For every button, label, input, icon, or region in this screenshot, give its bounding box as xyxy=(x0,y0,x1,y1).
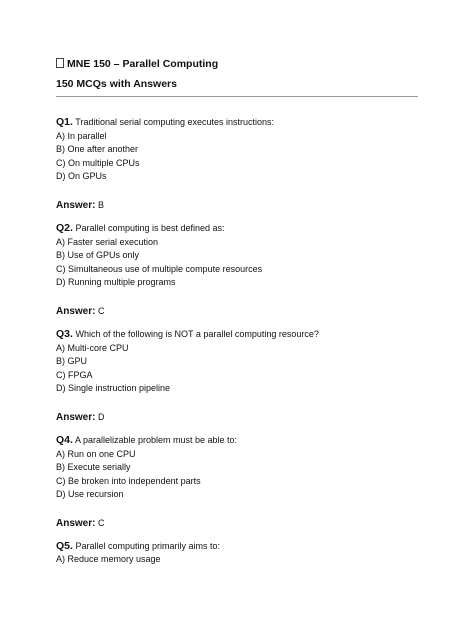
answer-option: D) On GPUs xyxy=(56,171,107,182)
question-block xyxy=(56,434,436,531)
answer-line xyxy=(56,410,436,425)
answer-option: A) Reduce memory usage xyxy=(56,554,161,565)
question-line xyxy=(56,540,436,554)
answer-option: B) Use of GPUs only xyxy=(56,250,140,261)
question-block xyxy=(56,540,436,567)
question-number: Q4. xyxy=(56,433,73,446)
question-block xyxy=(56,328,436,425)
question-number: Q3. xyxy=(56,327,73,340)
missing-glyph-icon xyxy=(56,58,64,68)
answer-option: B) One after another xyxy=(56,144,139,155)
answer-label: Answer: xyxy=(56,517,96,529)
answer-option: C) On multiple CPUs xyxy=(56,157,140,168)
question-number: Q5. xyxy=(56,539,73,552)
answer-value: C xyxy=(97,517,105,528)
question-number: Q1. xyxy=(56,116,73,128)
question-text: Parallel computing is best defined as: xyxy=(75,222,225,233)
question-number: Q2. xyxy=(56,221,73,234)
question-line xyxy=(56,222,436,236)
document-title-text: MNE 150 – Parallel Computing xyxy=(67,58,219,70)
answer-line xyxy=(56,198,436,213)
answer-option: C) FPGA xyxy=(56,369,93,380)
question-block xyxy=(56,222,436,319)
answer-option: D) Single instruction pipeline xyxy=(56,383,171,394)
answer-option: B) Execute serially xyxy=(56,462,131,473)
answer-option: B) GPU xyxy=(56,356,88,367)
answer-line xyxy=(56,304,436,319)
question-text: A parallelizable problem must be able to: xyxy=(74,434,238,445)
answer-option: A) Faster serial execution xyxy=(56,236,159,247)
question-text: Parallel computing primarily aims to: xyxy=(75,540,221,551)
document-title xyxy=(56,57,218,71)
answer-value: C xyxy=(97,305,105,316)
question-text: Which of the following is NOT a parallel computing resource? xyxy=(75,328,319,339)
question-line xyxy=(56,328,436,342)
question-line xyxy=(56,434,436,448)
answer-label: Answer: xyxy=(56,411,96,423)
answer-option: A) Multi-core CPU xyxy=(56,342,129,353)
question-line xyxy=(56,116,436,130)
answer-option: C) Be broken into independent parts xyxy=(56,475,201,486)
document-subtitle: 150 MCQs with Answers xyxy=(56,78,177,90)
answer-label: Answer: xyxy=(56,199,96,211)
answer-option: A) Run on one CPU xyxy=(56,448,136,459)
answer-value: B xyxy=(97,199,104,210)
answer-label: Answer: xyxy=(56,305,96,317)
answer-value: D xyxy=(97,411,105,422)
horizontal-divider xyxy=(56,96,418,97)
question-text: Traditional serial computing executes instructions: xyxy=(75,117,275,127)
answer-option: D) Use recursion xyxy=(56,489,124,500)
answer-option: C) Simultaneous use of multiple compute resources xyxy=(56,263,263,274)
question-list xyxy=(56,116,436,567)
question-block xyxy=(56,116,436,213)
answer-line xyxy=(56,516,436,531)
answer-option: D) Running multiple programs xyxy=(56,277,176,288)
answer-option: A) In parallel xyxy=(56,130,107,141)
